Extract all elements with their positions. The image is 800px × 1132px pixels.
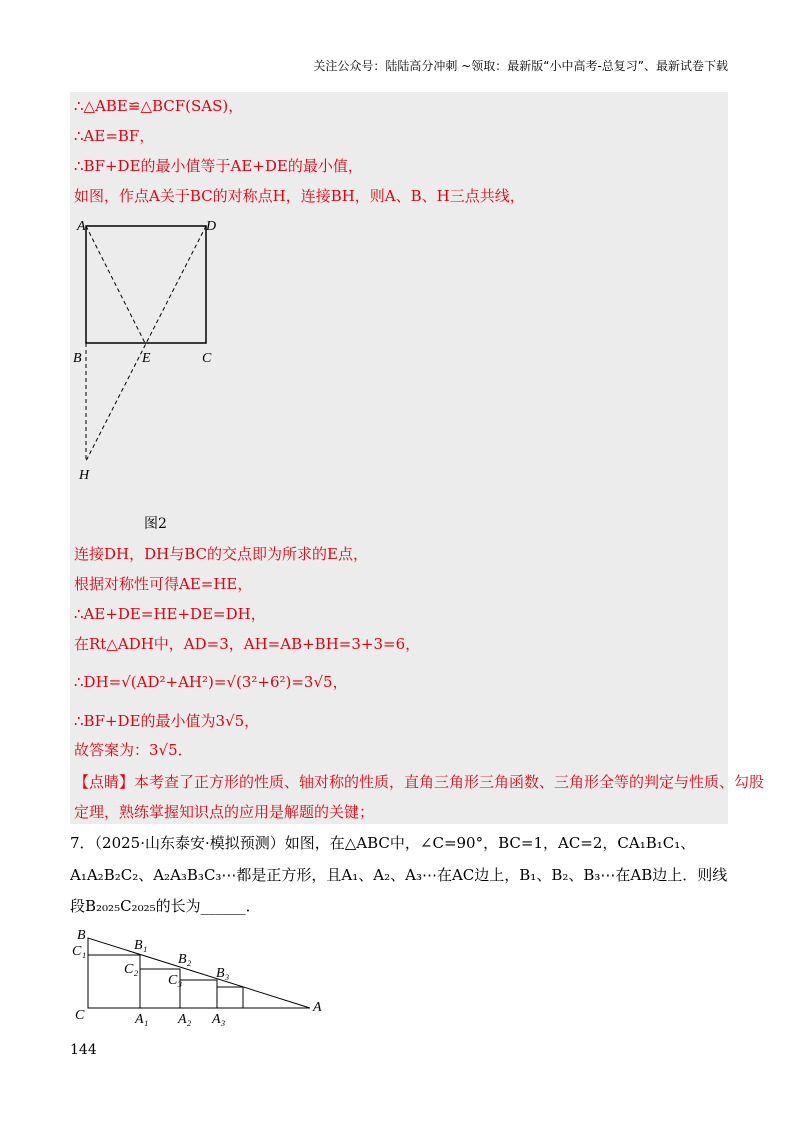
solution-line-7: ∴AE+DE=HE+DE=DH， [74, 605, 266, 623]
p-label-a2: A₂ [178, 1012, 192, 1027]
p-label-c: C [75, 1008, 85, 1023]
solution-line-13: 定理，熟练掌握知识点的应用是解题的关键； [74, 803, 375, 821]
problem-line-2: A₁A₂B₂C₂、A₂A₃B₃C₃⋯都是正方形，且A₁、A₂、A₃⋯在AC边上，B₁、B₂、B₃⋯在AB边上．则线 [70, 866, 728, 884]
p-label-c3: C₃ [168, 973, 183, 988]
square-abcd [86, 226, 206, 343]
p-label-b3: B₃ [216, 966, 230, 981]
p-label-b: B [77, 928, 86, 943]
page-number: 144 [70, 1042, 97, 1058]
p-label-a: A [313, 1000, 322, 1015]
p-label-b2: B₂ [178, 952, 192, 967]
figure-2 [70, 212, 728, 512]
solution-line-12: 【点睛】本考查了正方形的性质、轴对称的性质，直角三角形三角函数、三角形全等的判定与性质、勾股 [74, 773, 765, 791]
solution-line-10: ∴BF+DE的最小值为3√5， [74, 712, 260, 730]
solution-line-5: 连接DH，DH与BC的交点即为所求的E点， [74, 545, 368, 563]
solution-line-1: ∴△ABE≌△BCF(SAS)， [74, 97, 244, 115]
solution-line-11: 故答案为：3√5． [74, 741, 193, 759]
solution-block [70, 92, 765, 824]
p-label-b1: B₁ [134, 938, 148, 953]
triangle-abc [88, 938, 310, 1008]
p-label-c2: C₂ [124, 962, 139, 977]
square-3 [180, 980, 217, 1008]
p-label-c1: C₁ [72, 944, 87, 959]
segment-ae [86, 226, 145, 343]
p-label-a3: A₃ [212, 1012, 226, 1027]
page-header: 关注公众号：陆陆高分冲刺 ~领取：最新版“小中高考-总复习”、最新试卷下载 [313, 59, 728, 73]
problem-line-3: 段B₂₀₂₅C₂₀₂₅的长为______． [70, 897, 261, 915]
label-d: D [206, 219, 217, 234]
figure-caption: 图2 [144, 516, 167, 532]
solution-line-9: ∴DH=√(AD²+AH²)=√(3²+6²)=3√5， [74, 673, 348, 691]
label-a: A [77, 219, 86, 234]
square-4 [217, 987, 243, 1008]
label-h: H [79, 468, 90, 483]
problem-figure [70, 928, 330, 1028]
problem-line-1: 7．（2025·山东泰安·模拟预测）如图，在△ABC中，∠C=90°，BC=1，AC=2，CA₁B₁C₁、 [70, 834, 696, 852]
solution-line-3: ∴BF+DE的最小值等于AE+DE的最小值， [74, 157, 363, 175]
solution-line-8: 在Rt△ADH中，AD=3，AH=AB+BH=3+3=6， [74, 635, 421, 653]
p-label-a1: A₁ [135, 1012, 149, 1027]
label-e: E [142, 351, 151, 366]
key-point-tag: 【点睛】 [74, 773, 135, 791]
label-b: B [73, 351, 82, 366]
solution-line-6: 根据对称性可得AE=HE， [74, 575, 253, 593]
solution-line-2: ∴AE=BF， [74, 127, 155, 145]
label-c: C [202, 351, 212, 366]
solution-line-4: 如图，作点A关于BC的对称点H，连接BH，则A、B、H三点共线， [74, 187, 525, 205]
